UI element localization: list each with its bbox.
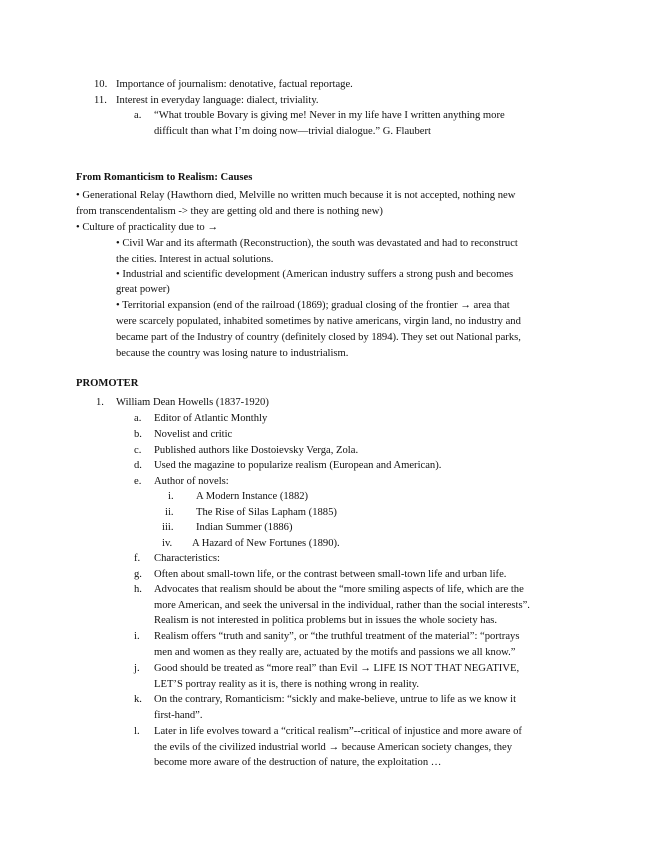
promoter-subitem: Often about small-town life, or the contrast between small-town life and urban life.: [154, 569, 507, 580]
item-marker: l.: [134, 726, 140, 737]
promoter-subitem: LET’S portray reality as it is, there is nothing wrong in reality.: [154, 678, 419, 690]
list-number: 10.: [94, 79, 108, 90]
bullet-industrial-cont: great power): [116, 284, 170, 295]
promoter-subitem: more American, and seek the universal in the individual, rather than the social interests”.: [154, 599, 530, 611]
bullet-territorial-cont: were scarcely populated, inhabited sometimes by native americans, virgin land, no industry and: [116, 316, 521, 327]
novel-title: A Modern Instance (1882): [196, 491, 309, 502]
item-marker: b.: [134, 429, 142, 440]
bullet-civil-war: • Civil War and its aftermath (Reconstruction), the south was devastated and had to reconstruct: [116, 238, 518, 249]
item-marker: j.: [134, 663, 140, 674]
promoter-subitem: Characteristics:: [154, 553, 220, 564]
item-marker: c.: [134, 445, 142, 456]
promoter-subitem: Published authors like Dostoievsky Verga, Zola.: [154, 445, 359, 456]
item-marker: e.: [134, 476, 142, 487]
list-number: 11.: [94, 95, 107, 106]
promoter-subitem: Advocates that realism should be about the “more smiling aspects of life, which are the: [154, 584, 524, 595]
quote-marker: a.: [134, 110, 142, 121]
bullet-territorial: • Territorial expansion (end of the railroad (1869); gradual closing of the frontier → area that: [116, 300, 510, 311]
item-marker: d.: [134, 460, 142, 471]
promoter-subitem: become more aware of the destruction of nature, the exploitation …: [154, 757, 442, 769]
section-heading-causes: From Romanticism to Realism: Causes: [76, 172, 253, 183]
novel-title: The Rise of Silas Lapham (1885): [196, 507, 337, 518]
promoter-subitem: Realism is not interested in politica problems but in issues the whole society has.: [154, 615, 498, 627]
item-marker: i.: [168, 491, 174, 502]
item-marker: iii.: [162, 522, 174, 533]
section-heading-promoter: PROMOTER: [76, 378, 139, 389]
list-number: 1.: [96, 397, 104, 408]
item-marker: f.: [134, 553, 141, 564]
novel-title: A Hazard of New Fortunes (1890).: [192, 538, 340, 549]
bullet-generational-relay: • Generational Relay (Hawthorn died, Melville no written much because it is not accepted, nothing new: [76, 190, 516, 201]
list-item-language: Interest in everyday language: dialect, triviality.: [116, 95, 319, 106]
promoter-subitem: Author of novels:: [154, 476, 229, 487]
promoter-subitem: Editor of Atlantic Monthly: [154, 413, 268, 424]
bullet-industrial: • Industrial and scientific development (American industry suffers a strong push and becomes: [116, 269, 514, 280]
item-marker: i.: [134, 631, 140, 642]
promoter-subitem: the evils of the civilized industrial world → because American society changes, they: [154, 741, 513, 753]
promoter-subitem: Good should be treated as “more real” than Evil → LIFE IS NOT THAT NEGATIVE,: [154, 663, 520, 674]
promoter-name: William Dean Howells (1837-1920): [116, 397, 269, 408]
promoter-subitem: first-hand”.: [154, 709, 203, 721]
bullet-territorial-cont: became part of the Industry of country (definitely closed by 1894). They set out National parks,: [116, 332, 521, 343]
flaubert-quote-line: “What trouble Bovary is giving me! Never in my life have I written anything more: [154, 110, 505, 121]
bullet-territorial-cont: because the country was losing nature to industrialism.: [116, 348, 349, 359]
promoter-subitem: Used the magazine to popularize realism (European and American).: [154, 460, 442, 471]
item-marker: k.: [134, 694, 142, 705]
novel-title: Indian Summer (1886): [196, 522, 293, 533]
promoter-subitem: On the contrary, Romanticism: “sickly and make-believe, untrue to life as we know it: [154, 694, 517, 705]
bullet-culture-practicality: • Culture of practicality due to →: [76, 222, 218, 233]
promoter-subitem: men and women as they really are, actuated by the motifs and passions we all know.”: [154, 646, 516, 658]
promoter-subitem: Realism offers “truth and sanity”, or “the truthful treatment of the material”: “portrays: [154, 631, 520, 642]
list-item-journalism: Importance of journalism: denotative, factual reportage.: [116, 79, 353, 90]
promoter-subitem: Later in life evolves toward a “critical realism”--critical of injustice and more aware of: [154, 726, 522, 737]
item-marker: g.: [134, 569, 142, 580]
item-marker: ii.: [165, 507, 174, 518]
promoter-subitem: Novelist and critic: [154, 429, 233, 440]
item-marker: h.: [134, 584, 142, 595]
item-marker: iv.: [162, 538, 173, 549]
bullet-civil-war-cont: the cities. Interest in actual solutions.: [116, 254, 274, 265]
flaubert-quote-line: difficult than what I’m doing now—trivial dialogue.” G. Flaubert: [154, 126, 431, 137]
bullet-generational-relay-cont: from transcendentalism -> they are getting old and there is nothing new): [76, 206, 383, 217]
item-marker: a.: [134, 413, 142, 424]
